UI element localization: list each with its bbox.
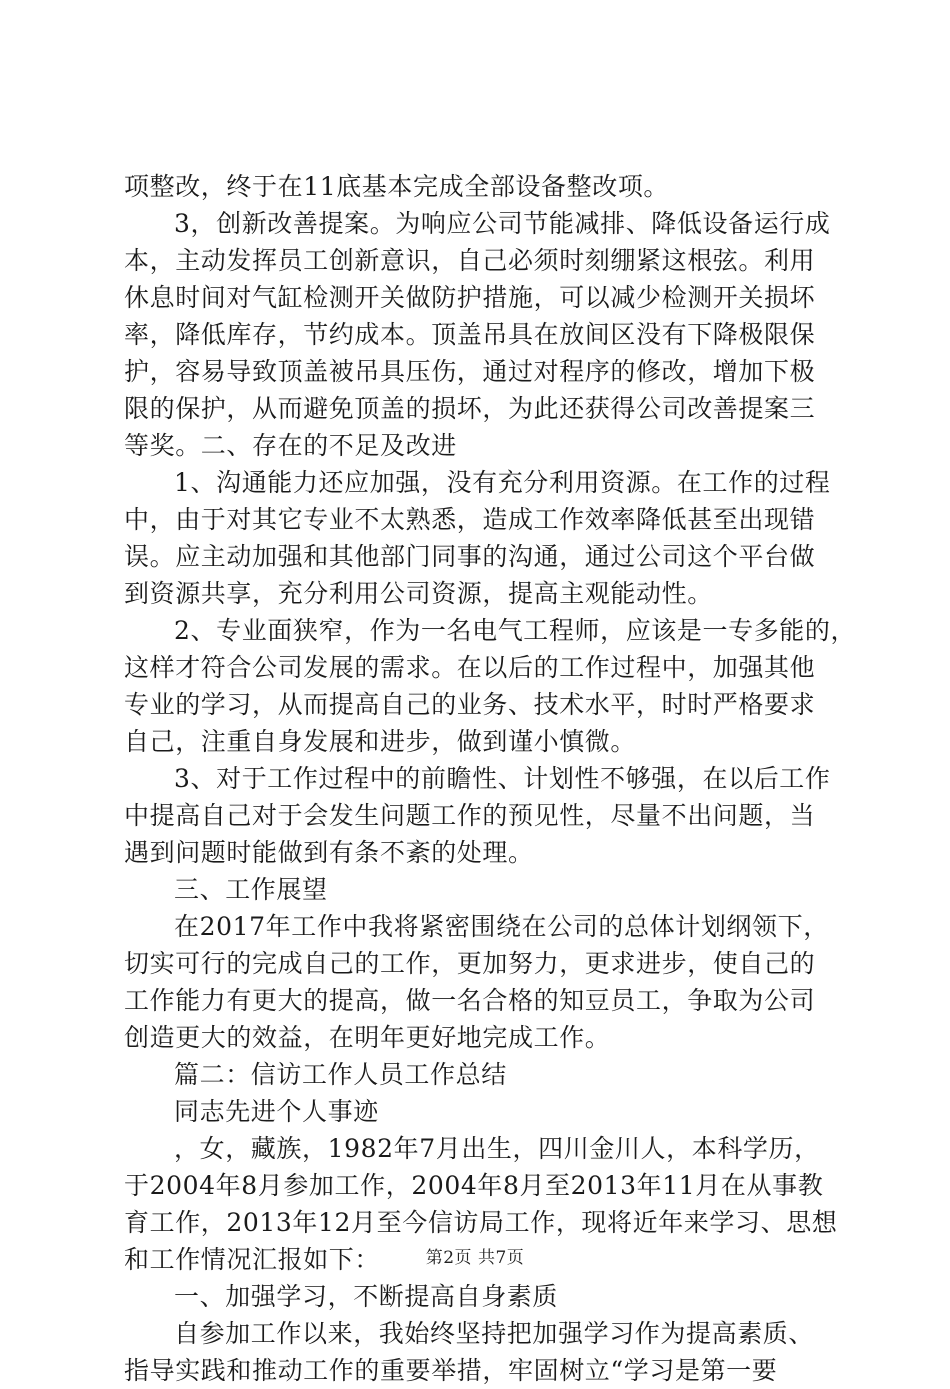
text-line: 3、对于工作过程中的前瞻性、计划性不够强，在以后工作 bbox=[174, 764, 831, 793]
text-line: 3，创新改善提案。为响应公司节能减排、降低设备运行成 bbox=[174, 209, 831, 238]
text-line: 育工作，2013年12月至今信访局工作，现将近年来学习、思想 bbox=[124, 1208, 838, 1237]
text-line: 在2017年工作中我将紧密围绕在公司的总体计划纲领下， bbox=[174, 912, 829, 941]
text-line: 和工作情况汇报如下： bbox=[124, 1245, 381, 1274]
text-line: 自参加工作以来，我始终坚持把加强学习作为提高素质、 bbox=[174, 1319, 815, 1348]
text-line: 同志先进个人事迹 bbox=[174, 1097, 379, 1126]
text-line: ，女，藏族，1982年7月出生，四川金川人，本科学历， bbox=[174, 1134, 820, 1163]
text-line: 篇二：信访工作人员工作总结 bbox=[174, 1060, 507, 1089]
text-line: 一、加强学习，不断提高自身素质 bbox=[174, 1282, 559, 1311]
text-line: 等奖。二、存在的不足及改进 bbox=[124, 431, 457, 460]
text-line: 到资源共享，充分利用公司资源，提高主观能动性。 bbox=[124, 579, 713, 608]
text-line: 护，容易导致顶盖被吊具压伤，通过对程序的修改，增加下极 bbox=[124, 357, 816, 386]
text-line: 于2004年8月参加工作，2004年8月至2013年11月在从事教 bbox=[124, 1171, 824, 1200]
text-line: 项整改，终于在11底基本完成全部设备整改项。 bbox=[124, 172, 670, 201]
text-line: 限的保护，从而避免顶盖的损坏，为此还获得公司改善提案三 bbox=[124, 394, 816, 423]
text-line: 三、工作展望 bbox=[174, 875, 328, 904]
text-line: 自己，注重自身发展和进步，做到谨小慎微。 bbox=[124, 727, 637, 756]
text-line: 工作能力有更大的提高，做一名合格的知豆员工，争取为公司 bbox=[124, 986, 816, 1015]
text-line: 中，由于对其它专业不太熟悉，造成工作效率降低甚至出现错 bbox=[124, 505, 816, 534]
text-line: 中提高自己对于会发生问题工作的预见性，尽量不出问题，当 bbox=[124, 801, 816, 830]
text-line: 1、沟通能力还应加强，没有充分利用资源。在工作的过程 bbox=[174, 468, 831, 497]
text-line: 这样才符合公司发展的需求。在以后的工作过程中，加强其他 bbox=[124, 653, 816, 682]
text-line: 本，主动发挥员工创新意识，自己必须时刻绷紧这根弦。利用 bbox=[124, 246, 816, 275]
document-body bbox=[124, 168, 857, 1389]
text-line: 率，降低库存，节约成本。顶盖吊具在放间区没有下降极限保 bbox=[124, 320, 816, 349]
text-line: 误。应主动加强和其他部门同事的沟通，通过公司这个平台做 bbox=[124, 542, 816, 571]
text-line: 休息时间对气缸检测开关做防护措施，可以减少检测开关损坏 bbox=[124, 283, 816, 312]
text-line: 2、专业面狭窄，作为一名电气工程师，应该是一专多能的， bbox=[174, 616, 857, 645]
text-line: 切实可行的完成自己的工作，更加努力，更求进步，使自己的 bbox=[124, 949, 816, 978]
text-line: 指导实践和推动工作的重要举措，牢固树立“学习是第一要 bbox=[124, 1356, 778, 1385]
text-line: 专业的学习，从而提高自己的业务、技术水平，时时严格要求 bbox=[124, 690, 816, 719]
text-line: 遇到问题时能做到有条不紊的处理。 bbox=[124, 838, 534, 867]
text-line: 创造更大的效益，在明年更好地完成工作。 bbox=[124, 1023, 611, 1052]
page-footer: 第2页 共7页 bbox=[425, 1248, 525, 1268]
